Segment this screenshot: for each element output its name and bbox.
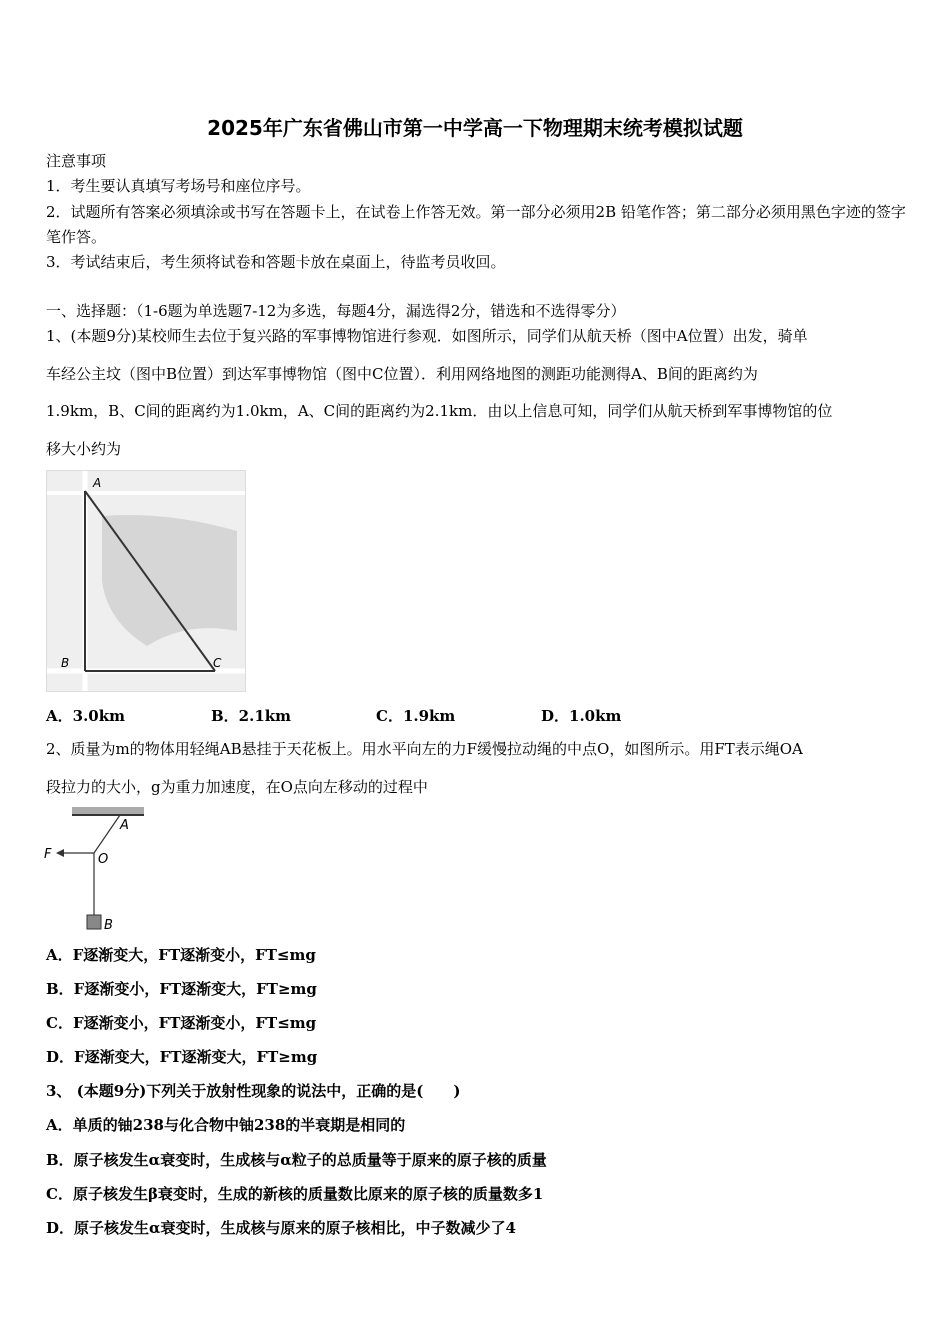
notice-item-3: 3．考试结束后，考生须将试卷和答题卡放在桌面上，待监考员收回。 xyxy=(46,253,506,271)
fig-label-o: O xyxy=(98,852,109,867)
q1-stem-line-2: 车经公主坟（图中B位置）到达军事博物馆（图中C位置）．利用网络地图的测距功能测得A、B间的距离约为 xyxy=(46,365,758,383)
q1-stem-line-4: 移大小约为 xyxy=(46,440,122,458)
q2-stem-line-2: 段拉力的大小，g为重力加速度，在O点向左移动的过程中 xyxy=(46,778,428,796)
q1-option-c: C．1.9km xyxy=(376,707,456,725)
notice-item-1: 1．考生要认真填写考场号和座位序号。 xyxy=(46,177,311,195)
q3-option-b: B．原子核发生α衰变时，生成核与α粒子的总质量等于原来的原子核的质量 xyxy=(46,1151,547,1169)
q1-option-b: B．2.1km xyxy=(211,707,292,725)
q2-option-a: A．F逐渐变大，FT逐渐变小，FT≤mg xyxy=(46,946,316,964)
map-label-c: C xyxy=(213,656,222,670)
q2-stem-line-1: 2、质量为m的物体用轻绳AB悬挂于天花板上。用水平向左的力F缓慢拉动绳的中点O，如图所示。用FT表示绳OA xyxy=(46,740,803,758)
fig-label-a: A xyxy=(120,818,129,833)
q1-option-a: A．3.0km xyxy=(46,707,125,725)
page-title: 2025年广东省佛山市第一中学高一下物理期末统考模拟试题 xyxy=(207,116,743,140)
q1-stem-line-1: 1、(本题9分)某校师生去位于复兴路的军事博物馆进行参观．如图所示，同学们从航天桥（图中A位置）出发，骑单 xyxy=(46,327,808,345)
map-label-a: A xyxy=(93,476,102,490)
q1-option-d: D．1.0km xyxy=(541,707,622,725)
fig-label-f: F xyxy=(44,847,52,862)
notice-heading: 注意事项 xyxy=(46,152,107,170)
map-label-b: B xyxy=(61,656,70,670)
q2-rope-figure xyxy=(40,805,160,933)
notice-item-2: 2．试题所有答案必须填涂或书写在答题卡上，在试卷上作答无效。第一部分必须用2B 铅笔作答；第二部分必须用黑色字迹的签字笔作答。 xyxy=(46,203,906,246)
q2-option-b: B．F逐渐变小，FT逐渐变大，FT≥mg xyxy=(46,980,317,998)
q2-rope-svg xyxy=(40,805,160,933)
q2-option-d: D．F逐渐变大，FT逐渐变大，FT≥mg xyxy=(46,1048,318,1066)
q1-stem-line-3: 1.9km，B、C间的距离约为1.0km，A、C间的距离约为2.1km．由以上信息可知，同学们从航天桥到军事博物馆的位 xyxy=(46,402,833,420)
q3-option-a: A．单质的铀238与化合物中铀238的半衰期是相同的 xyxy=(46,1116,406,1134)
q3-stem: 3、 (本题9分)下列关于放射性现象的说法中，正确的是( ) xyxy=(46,1082,461,1100)
q3-option-c: C．原子核发生β衰变时，生成的新核的质量数比原来的原子核的质量数多1 xyxy=(46,1185,544,1203)
section-heading: 一、选择题：（1-6题为单选题7-12为多选，每题4分，漏选得2分，错选和不选得零分） xyxy=(46,302,626,320)
fig-label-b: B xyxy=(104,918,113,933)
q3-option-d: D．原子核发生α衰变时，生成核与原来的原子核相比，中子数减少了4 xyxy=(46,1219,516,1237)
q2-option-c: C．F逐渐变小，FT逐渐变小，FT≤mg xyxy=(46,1014,317,1032)
q1-map-svg xyxy=(47,471,245,691)
q1-map-figure xyxy=(46,470,246,692)
